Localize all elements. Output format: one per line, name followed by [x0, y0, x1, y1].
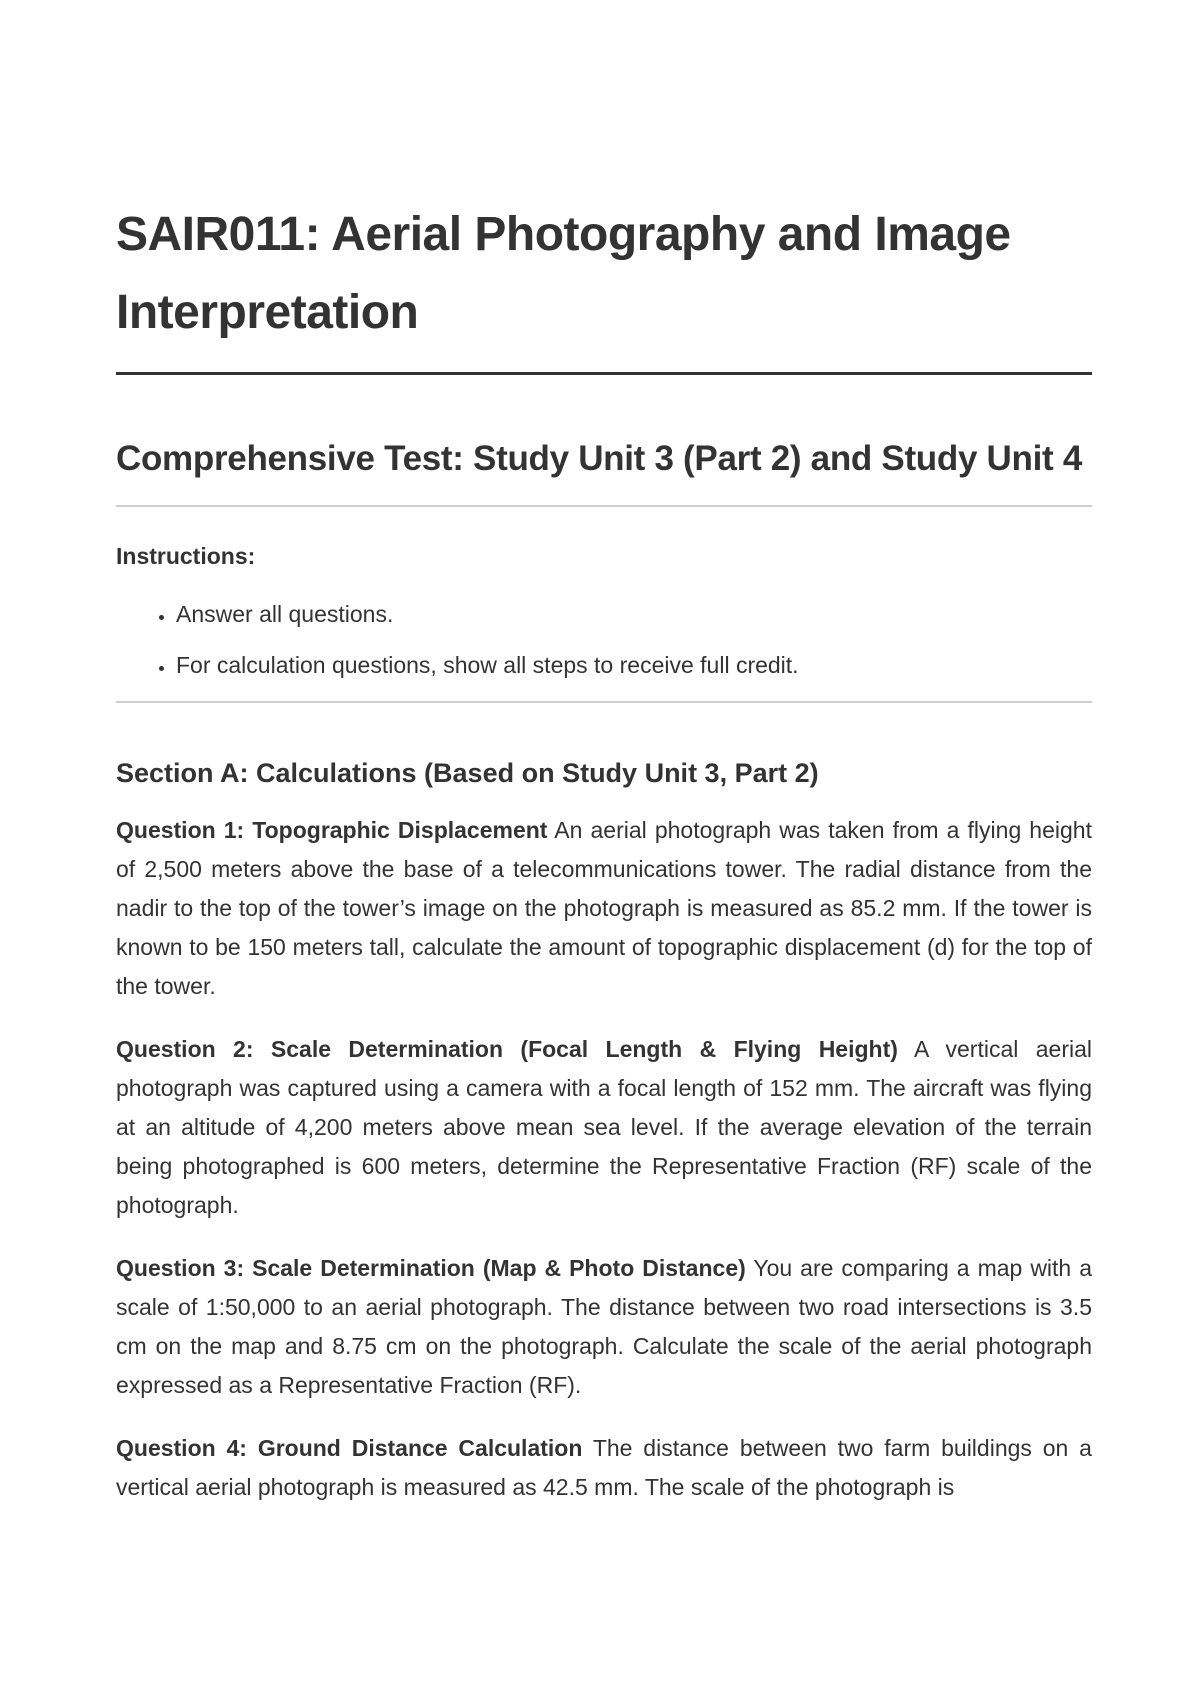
section-a-heading: Section A: Calculations (Based on Study Unit 3, Part 2) [116, 758, 819, 788]
question-2 [116, 1030, 1092, 1225]
question-4-label: Question 4: Ground Distance Calculation [116, 1435, 583, 1461]
question-1-text: An aerial photograph was taken from a flying height of 2,500 meters above the base of a telecommunications tower. The radial distance from the nadir to the top of the tower’s image on the photograph is measured as 85.2 mm. If the tower is known to be 150 meters tall, calculate the amount of topographic displacement (d) for the top of the tower. [116, 817, 1092, 999]
question-4 [116, 1429, 1092, 1507]
instructions-list [116, 599, 1092, 680]
instructions-divider [116, 701, 1092, 703]
question-3-text: You are comparing a map with a scale of 1:50,000 to an aerial photograph. The distance between two road intersections is 3.5 cm on the map and 8.75 cm on the photograph. Calculate the scale of the aerial photograph expressed as a Representative Fraction (RF). [116, 1255, 1093, 1398]
question-3 [116, 1249, 1092, 1405]
question-2-label: Question 2: Scale Determination (Focal Length & Flying Height) [116, 1036, 898, 1062]
question-3-label: Question 3: Scale Determination (Map & Photo Distance) [116, 1255, 746, 1281]
question-1-label: Question 1: Topographic Displacement [116, 817, 548, 843]
question-4-text: The distance between two farm buildings on a vertical aerial photograph is measured as 42.5 mm. The scale of the photograph is [116, 1435, 1092, 1500]
subtitle-divider [116, 505, 1092, 507]
instruction-item: • Answer all questions. [176, 599, 1092, 629]
title-divider [116, 372, 1092, 375]
instruction-item: • For calculation questions, show all steps to receive full credit. [176, 650, 1092, 680]
question-1 [116, 811, 1092, 1006]
instructions-label: Instructions: [116, 543, 256, 569]
document-subtitle: Comprehensive Test: Study Unit 3 (Part 2) and Study Unit 4 [116, 439, 1082, 478]
document-title: SAIR011: Aerial Photography and Image Interpretation [116, 208, 1011, 339]
question-2-text: A vertical aerial photograph was captured using a camera with a focal length of 152 mm. The aircraft was flying at an altitude of 4,200 meters above mean sea level. If the average elevation of the terrain being photographed is 600 meters, determine the Representative Fraction (RF) scale of the photograph. [116, 1036, 1092, 1218]
document-page [116, 196, 1092, 1507]
